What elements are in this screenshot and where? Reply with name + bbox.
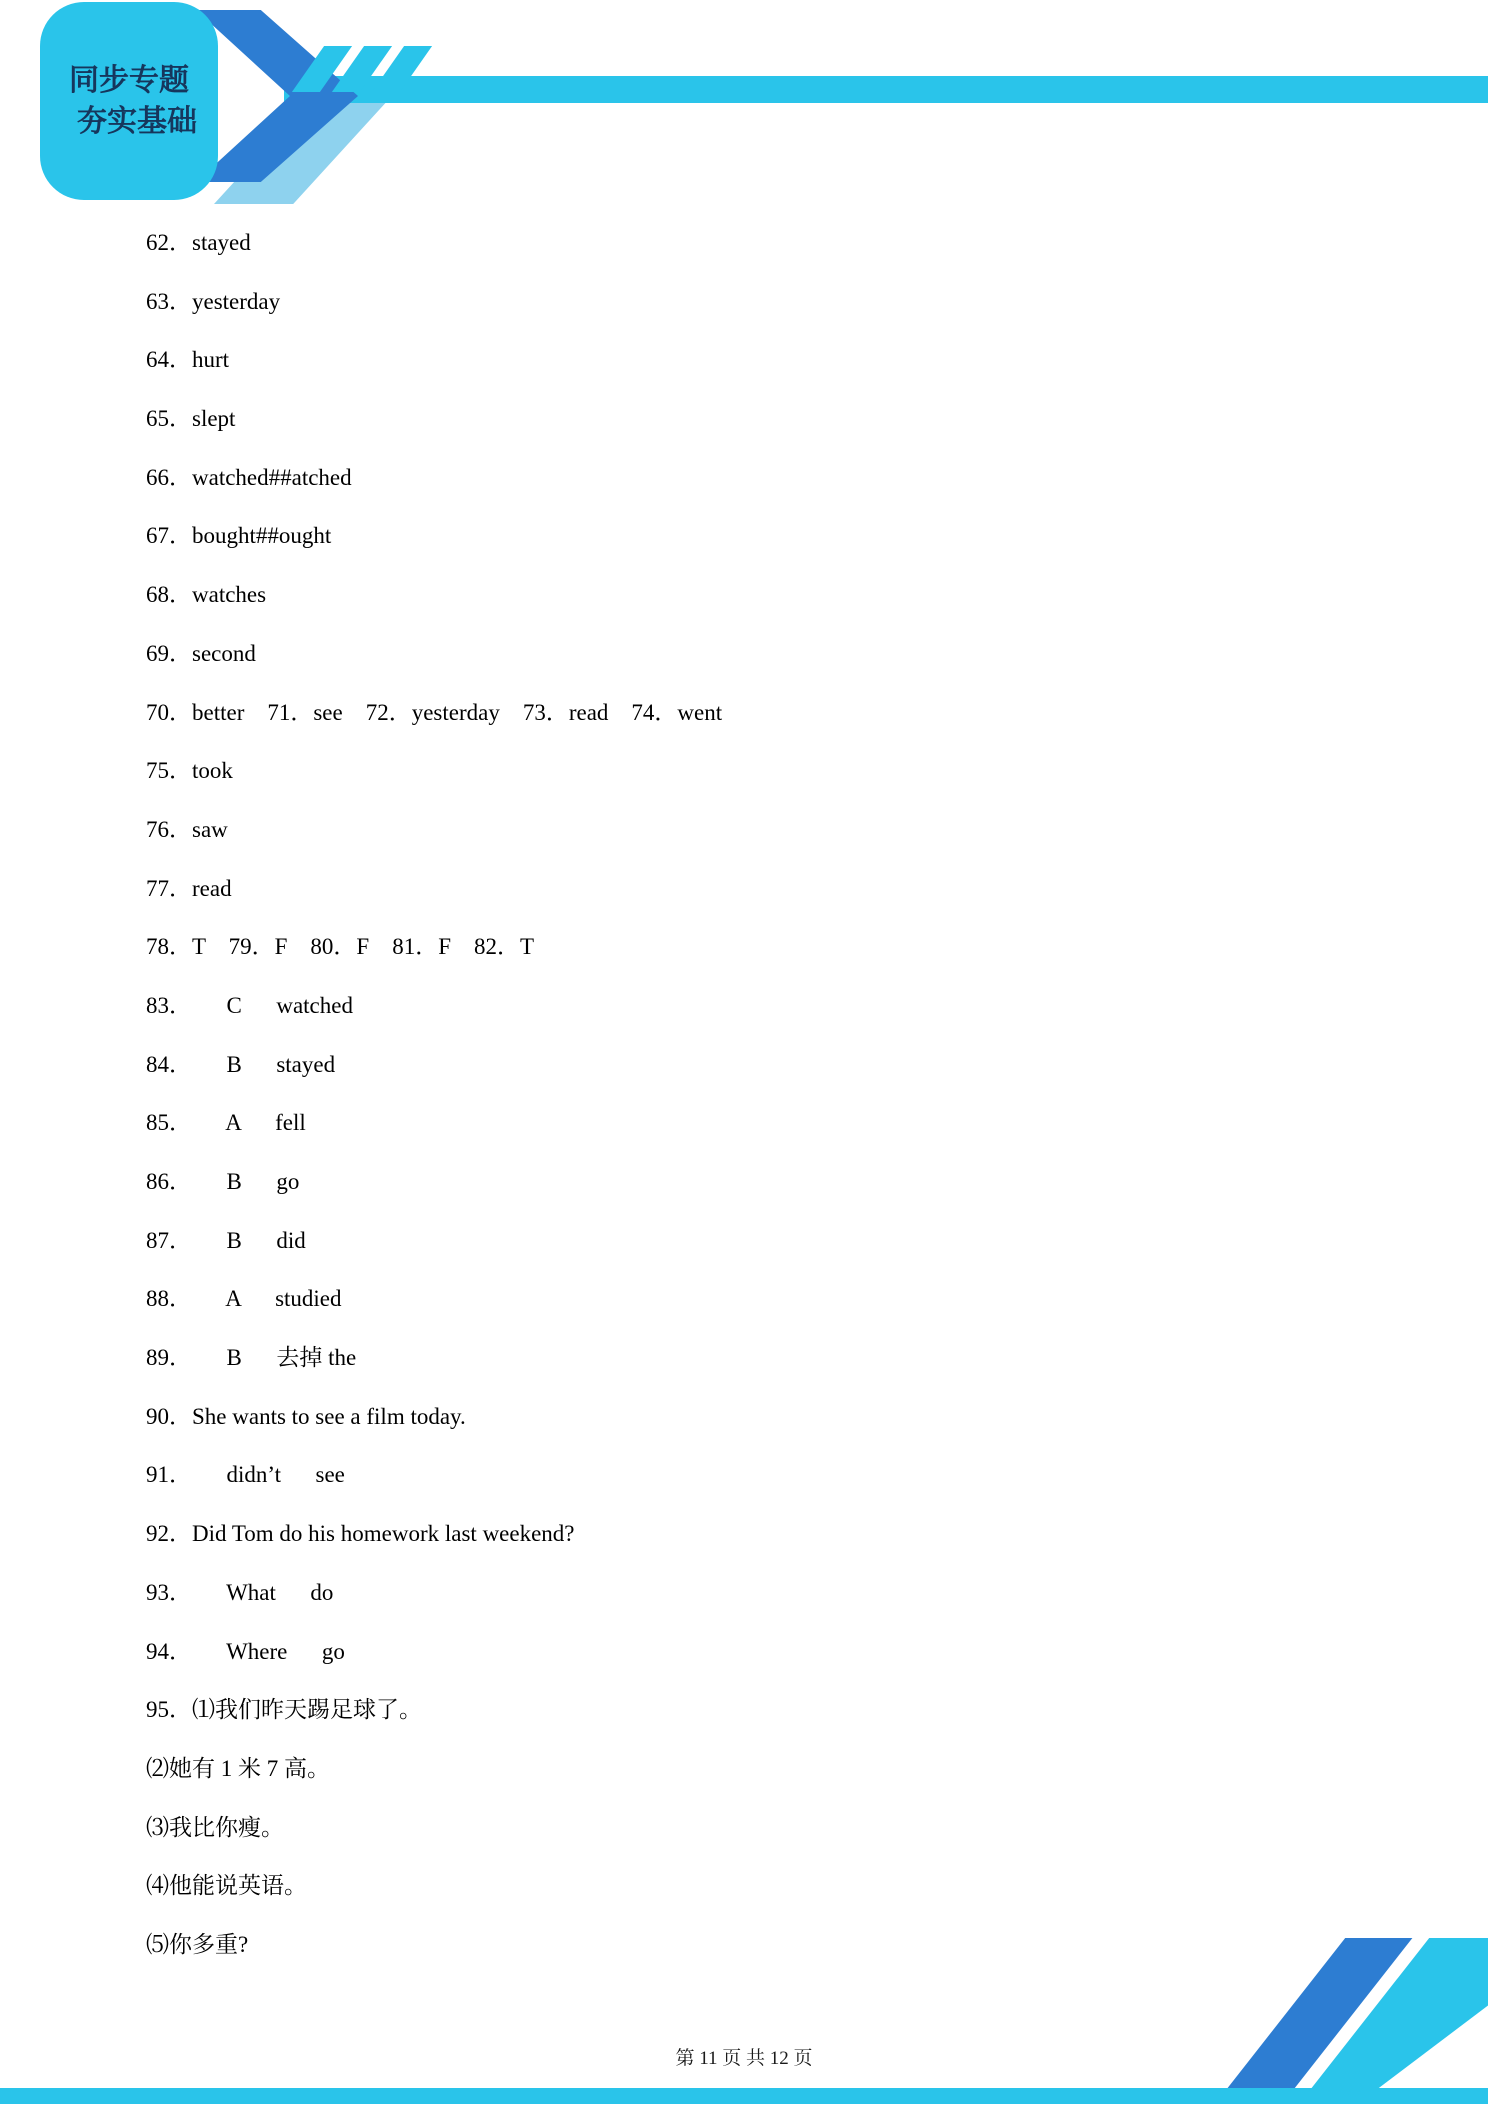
answer-line: 93． What do [146, 1579, 334, 1605]
badge-line1: 同步专题 [69, 64, 189, 97]
answer-line: 87． B did [146, 1227, 306, 1253]
header-badge [40, 2, 218, 200]
answer-line: 86． B go [146, 1169, 300, 1194]
answer-line: 94． Where go [146, 1638, 345, 1664]
answers-list [146, 214, 1448, 1975]
answer-line: 63．yesterday [146, 288, 281, 314]
answer-line: 67．bought##ought [146, 523, 332, 549]
answer-line: 66．watched##atched [146, 464, 352, 490]
answer-line: 92．Did Tom do his homework last weekend? [146, 1521, 575, 1547]
bottom-cyan-bar [0, 2088, 1488, 2104]
answer-line: ⑵她有 1 米 7 高。 [146, 1755, 330, 1781]
badge-line2: 夯实基础 [77, 105, 197, 138]
answer-line: 64．hurt [146, 347, 230, 373]
answer-line: 70．better 71．see 72．yesterday 73．read 74．went [146, 699, 723, 725]
answer-line: 69．second [146, 640, 256, 666]
answer-line: 62．stayed [146, 230, 251, 255]
answer-line: 89． B 去掉 the [146, 1345, 357, 1371]
header-cyan-bar [284, 76, 1488, 103]
answer-line: 85． A fell [146, 1110, 306, 1136]
answer-line: 84． B stayed [146, 1051, 336, 1077]
answer-line: 78．T 79．F 80．F 81．F 82．T [146, 934, 535, 960]
answer-line: 77．read [146, 875, 232, 901]
answer-line: 65．slept [146, 406, 236, 432]
answer-line: 68．watches [146, 582, 267, 608]
answer-line: 83． C watched [146, 992, 353, 1018]
answer-line: 90．She wants to see a film today. [146, 1403, 466, 1429]
answer-line: 75．took [146, 758, 233, 784]
answer-line: 91． didn’t see [146, 1462, 345, 1488]
answer-line: ⑶我比你瘦。 [146, 1814, 284, 1840]
page-footer [0, 2043, 1488, 2070]
answer-line: 95．⑴我们昨天踢足球了。 [146, 1697, 422, 1723]
answer-line: 88． A studied [146, 1286, 342, 1312]
answer-line: ⑸你多重? [146, 1931, 249, 1957]
page-number: 第 11 页 共 12 页 [675, 2048, 813, 2069]
answer-line: ⑷他能说英语。 [146, 1873, 307, 1899]
answer-line: 76．saw [146, 816, 228, 842]
